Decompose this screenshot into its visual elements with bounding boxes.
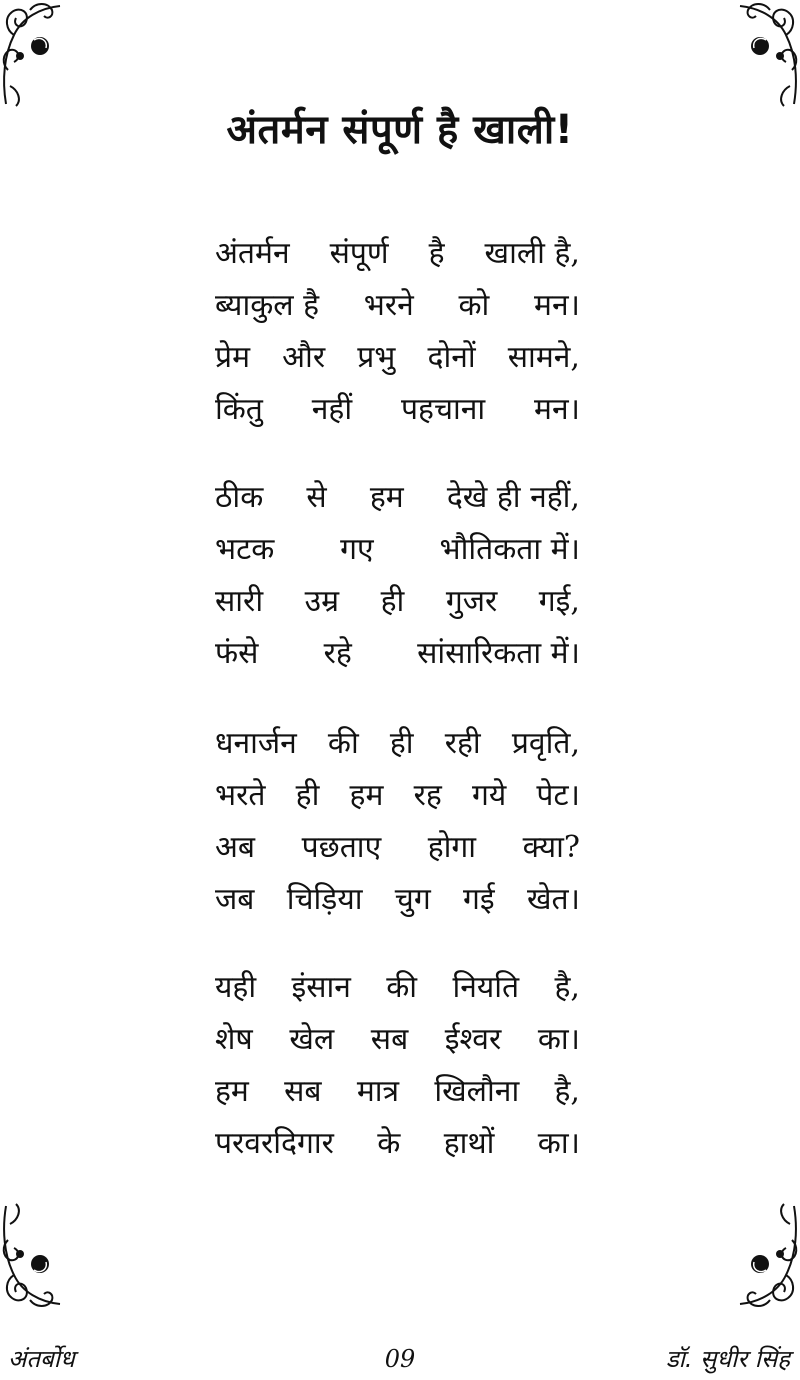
poem-title: अंतर्मन संपूर्ण है खाली! — [226, 107, 574, 153]
word: का। — [537, 1126, 580, 1161]
word: गए — [340, 532, 374, 567]
word: किंतु — [215, 392, 263, 427]
word: भटक — [215, 532, 275, 567]
word: के — [377, 1126, 401, 1161]
word: ही — [389, 726, 414, 761]
word: ही — [295, 778, 320, 813]
word: प्रवृति, — [511, 726, 580, 761]
author-name: डॉ. सुधीर सिंह — [665, 1345, 790, 1373]
word: पहचाना — [400, 392, 486, 427]
poem-line — [215, 280, 580, 332]
word: शेष — [215, 1022, 253, 1057]
word: ईश्वर — [444, 1022, 502, 1057]
word: सांसारिकता में। — [417, 636, 580, 671]
word: जब — [215, 882, 255, 917]
word: को — [458, 288, 490, 323]
poem-line — [215, 472, 580, 524]
word: से — [306, 480, 327, 515]
poem-line — [215, 228, 580, 280]
word: हम — [215, 1074, 249, 1109]
page-number: 09 — [384, 1345, 416, 1373]
stanza-1 — [215, 228, 580, 436]
word: यही — [215, 970, 257, 1005]
word: ही — [380, 584, 405, 619]
word: और — [282, 340, 326, 375]
word: रहे — [323, 636, 352, 671]
poem-line — [215, 962, 580, 1014]
word: चुग — [394, 882, 431, 917]
word: पेट। — [536, 778, 580, 813]
word: मन। — [534, 288, 580, 323]
floral-corner-ornament-icon — [0, 0, 70, 110]
poem-line — [215, 628, 580, 680]
poem-line — [215, 718, 580, 770]
stanza-2 — [215, 472, 580, 680]
poem-line — [215, 384, 580, 436]
word: नहीं — [311, 392, 353, 427]
word: धनार्जन — [215, 726, 297, 761]
word: इंसान — [291, 970, 351, 1005]
word: गये — [471, 778, 507, 813]
word: दोनों — [427, 340, 476, 375]
poem-line — [215, 524, 580, 576]
floral-corner-ornament-icon — [730, 1200, 800, 1310]
stanza-3 — [215, 718, 580, 926]
word: सब — [370, 1022, 409, 1057]
word: अब — [215, 830, 256, 865]
poem-line — [215, 770, 580, 822]
word: संपूर्ण — [329, 236, 389, 271]
word: प्रेम — [215, 340, 251, 375]
poem-line — [215, 822, 580, 874]
word: गुजर — [445, 584, 498, 619]
word: मन। — [534, 392, 580, 427]
word: गई, — [538, 584, 580, 619]
word: प्रभु — [357, 340, 396, 375]
word: भरने — [363, 288, 414, 323]
word: क्या? — [522, 830, 580, 865]
word: खेत। — [526, 882, 580, 917]
word: देखे ही नहीं, — [446, 480, 580, 515]
word: खेल — [289, 1022, 335, 1057]
word: चिड़िया — [286, 882, 363, 917]
word: खिलौना — [434, 1074, 520, 1109]
poem-line — [215, 1118, 580, 1170]
poem-line — [215, 1014, 580, 1066]
floral-corner-ornament-icon — [730, 0, 800, 110]
word: गई — [463, 882, 495, 917]
word: होगा — [427, 830, 477, 865]
poem-line — [215, 1066, 580, 1118]
word: खाली है, — [484, 236, 580, 271]
word: है, — [554, 1074, 580, 1109]
word: उम्र — [304, 584, 340, 619]
word: हम — [349, 778, 384, 813]
word: फंसे — [215, 636, 259, 671]
word: सारी — [215, 584, 264, 619]
word: ब्याकुल है — [215, 288, 320, 323]
word: ठीक — [215, 480, 264, 515]
word: भरते — [215, 778, 266, 813]
word: की — [386, 970, 418, 1005]
poem-line — [215, 576, 580, 628]
word: नियति — [452, 970, 520, 1005]
stanza-4 — [215, 962, 580, 1170]
word: रह — [413, 778, 442, 813]
book-title: अंतर्बोध — [8, 1345, 75, 1373]
word: हम — [369, 480, 404, 515]
word: का। — [537, 1022, 580, 1057]
poem-line — [215, 874, 580, 926]
word: सामने, — [507, 340, 580, 375]
word: है — [428, 236, 445, 271]
word: सब — [284, 1074, 322, 1109]
word: है, — [554, 970, 580, 1005]
word: रही — [444, 726, 481, 761]
word: पछताए — [301, 830, 382, 865]
word: की — [327, 726, 359, 761]
word: मात्र — [356, 1074, 400, 1109]
word: भौतिकता में। — [439, 532, 580, 567]
floral-corner-ornament-icon — [0, 1200, 70, 1310]
poem-line — [215, 332, 580, 384]
word: हाथों — [443, 1126, 495, 1161]
word: अंतर्मन — [215, 236, 290, 271]
word: परवरदिगार — [215, 1126, 334, 1161]
